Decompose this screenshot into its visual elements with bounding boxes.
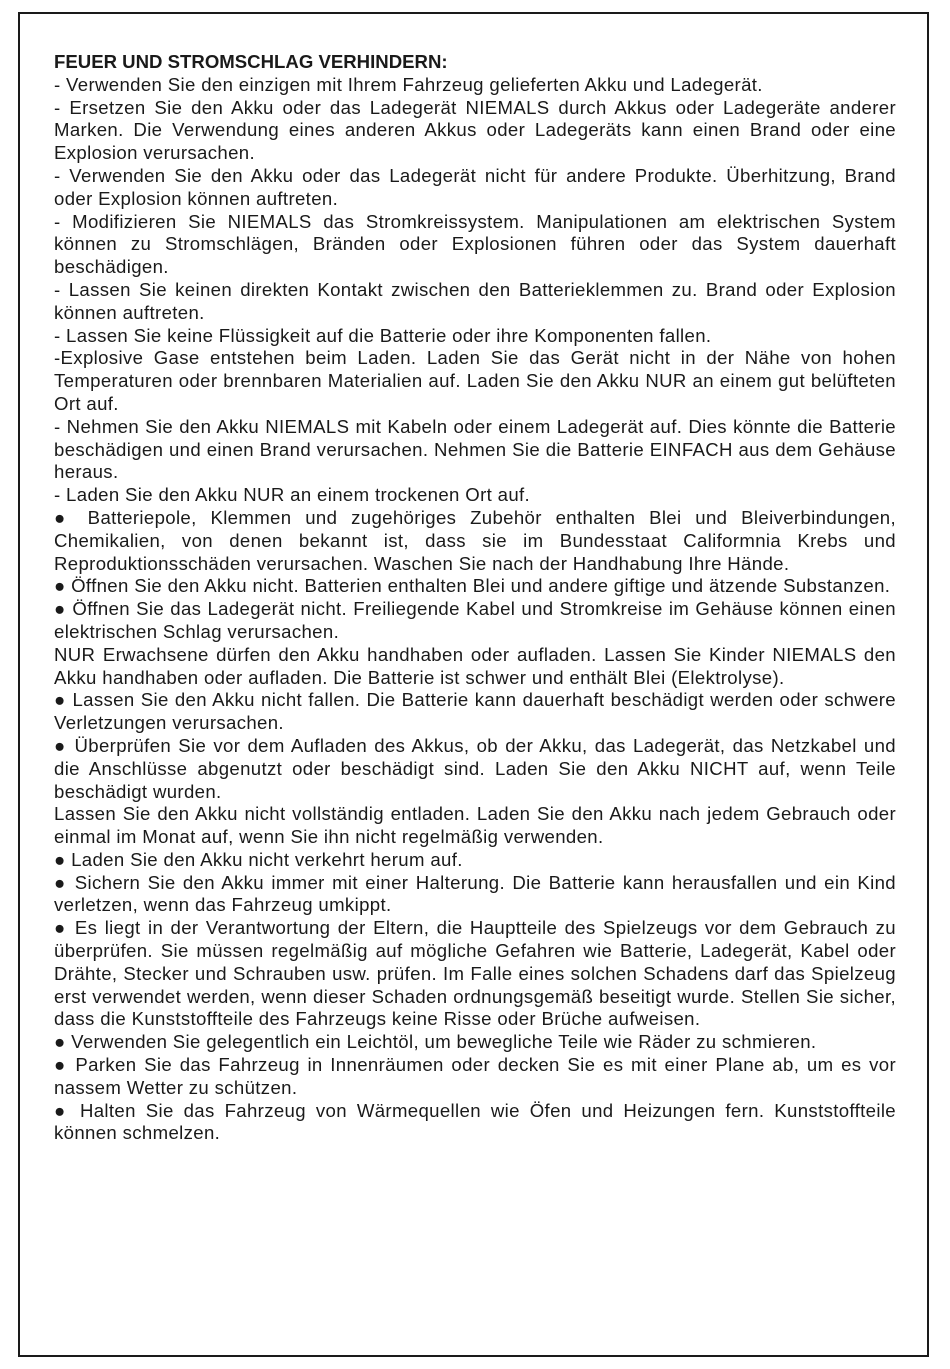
section-title: FEUER UND STROMSCHLAG VERHINDERN: [54,51,448,72]
paragraph: - Lassen Sie keinen direkten Kontakt zwischen den Batterieklemmen zu. Brand oder Explosion können auftreten. [54,278,896,323]
paragraph: ● Halten Sie das Fahrzeug von Wärmequellen wie Öfen und Heizungen fern. Kunststoffteile können schmelzen. [54,1099,896,1144]
paragraph: ● Sichern Sie den Akku immer mit einer Halterung. Die Batterie kann herausfallen und ein Kind verletzen, wenn das Fahrzeug umkippt. [54,871,896,916]
paragraph: - Ersetzen Sie den Akku oder das Ladegerät NIEMALS durch Akkus oder Ladegeräte anderer Marken. Die Verwendung eines anderen Akkus oder Ladegeräts kann einen Brand oder eine Explosion verursachen. [54,96,896,164]
paragraph: ● Verwenden Sie gelegentlich ein Leichtöl, um bewegliche Teile wie Räder zu schmieren. [54,1031,817,1053]
paragraph: - Laden Sie den Akku NUR an einem trockenen Ort auf. [54,484,531,506]
paragraph: Lassen Sie den Akku nicht vollständig entladen. Laden Sie den Akku nach jedem Gebrauch oder einmal im Monat auf, wenn Sie ihn nicht regelmäßig verwenden. [54,803,896,848]
document-body [54,51,896,1145]
paragraph: - Verwenden Sie den einzigen mit Ihrem Fahrzeug gelieferten Akku und Ladegerät. [54,73,763,95]
paragraph: ● Öffnen Sie das Ladegerät nicht. Freiliegende Kabel und Stromkreise im Gehäuse können einen elektrischen Schlag verursachen. [54,598,896,642]
paragraph: ● Öffnen Sie den Akku nicht. Batterien enthalten Blei und andere giftige und ätzende Substanzen. [54,575,891,597]
paragraph: - Modifizieren Sie NIEMALS das Stromkreissystem. Manipulationen am elektrischen System können zu Stromschlägen, Bränden oder Explosionen führen oder das System dauerhaft beschädigen. [54,210,896,278]
paragraph: NUR Erwachsene dürfen den Akku handhaben oder aufladen. Lassen Sie Kinder NIEMALS den Akku handhaben oder aufladen. Die Batterie ist schwer und enthält Blei (Elektrolyse). [54,643,896,688]
paragraph: ● Lassen Sie den Akku nicht fallen. Die Batterie kann dauerhaft beschädigt werden oder schwere Verletzungen verursachen. [54,689,896,734]
paragraph: -Explosive Gase entstehen beim Laden. Laden Sie das Gerät nicht in der Nähe von hohen Temperaturen oder brennbaren Materialien auf. Laden Sie den Akku NUR an einem gut belüfteten Ort auf. [54,347,896,414]
paragraph: ● Überprüfen Sie vor dem Aufladen des Akkus, ob der Akku, das Ladegerät, das Netzkabel und die Anschlüsse abgenutzt oder beschädigt sind. Laden Sie den Akku NICHT auf, wenn Teile beschädigt wurden. [54,734,896,802]
paragraph: ● Es liegt in der Verantwortung der Eltern, die Hauptteile des Spielzeugs vor dem Gebrauch zu überprüfen. Sie müssen regelmäßig auf mögliche Gefahren wie Batterie, Ladegerät, Kabel oder Drähte, Stecker und Schrauben usw. prüfen. Im Falle eines solchen Schadens darf das Spielzeug erst verwendet werden, wenn dieser Schaden ordnungsgemäß beseitigt wurde. Stellen Sie sicher, dass die Kunststoffteile des Fahrzeugs keine Risse oder Brüche aufweisen. [54,917,896,1030]
paragraph: - Lassen Sie keine Flüssigkeit auf die Batterie oder ihre Komponenten fallen. [54,324,712,346]
paragraph: ● Laden Sie den Akku nicht verkehrt herum auf. [54,848,463,870]
paragraph: - Nehmen Sie den Akku NIEMALS mit Kabeln oder einem Ladegerät auf. Dies könnte die Batterie beschädigen und einen Brand verursachen. Nehmen Sie die Batterie EINFACH aus dem Gehäuse heraus. [54,415,896,483]
paragraph: ● Batteriepole, Klemmen und zugehöriges Zubehör enthalten Blei und Bleiverbindungen, Chemikalien, von denen bekannt ist, dass sie im Bundesstaat Califormnia Krebs und Reproduktionsschäden verursachen. Waschen Sie nach der Handhabung Ihre Hände. [54,506,896,574]
paragraph: - Verwenden Sie den Akku oder das Ladegerät nicht für andere Produkte. Überhitzung, Brand oder Explosion können auftreten. [54,164,896,209]
paragraph: ● Parken Sie das Fahrzeug in Innenräumen oder decken Sie es mit einer Plane ab, um es vor nassem Wetter zu schützen. [54,1054,896,1098]
